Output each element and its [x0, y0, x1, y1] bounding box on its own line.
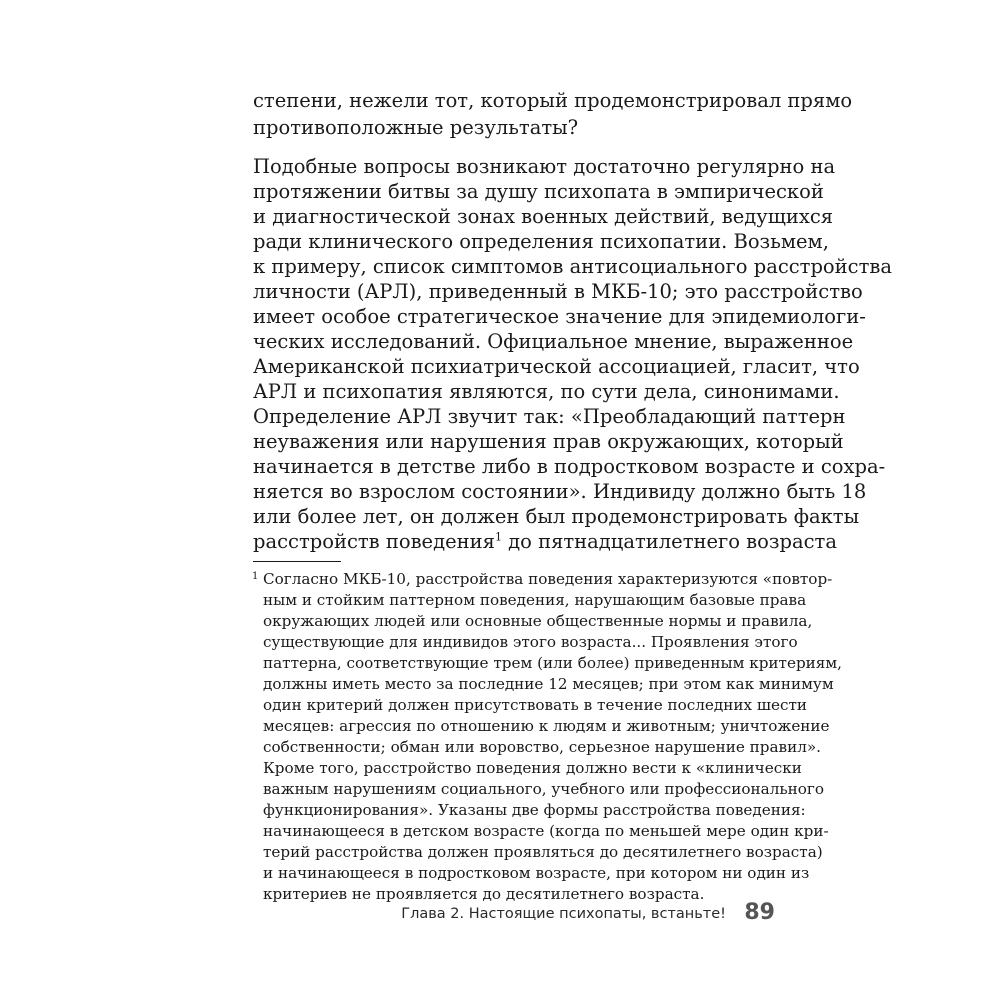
footnote-rule: [253, 561, 341, 562]
footnote-line: собственности; обман или воровство, серьезное нарушение правил».: [263, 738, 821, 756]
footnote-line: должны иметь место за последние 12 месяцев; при этом как минимум: [263, 675, 834, 693]
page-footer: [398, 900, 778, 930]
footnote-line: терий расстройства должен проявляться до десятилетнего возраста): [263, 843, 823, 861]
body-line: и диагностической зонах военных действий, ведущихся: [253, 205, 834, 228]
body-line: к примеру, список симптомов антисоциального расстройства: [253, 255, 892, 278]
body-line-last-after: до пятнадцатилетнего возраста: [501, 530, 837, 553]
body-line: Подобные вопросы возникают достаточно регулярно на: [253, 155, 836, 178]
body-line: противоположные результаты?: [253, 116, 579, 139]
footnote-line: окружающих людей или основные общественные нормы и правила,: [263, 612, 813, 630]
body-line-last: [253, 530, 837, 553]
footnote-line: функционирования». Указаны две формы расстройства поведения:: [263, 801, 806, 819]
footnote-line: важным нарушениям социального, учебного или профессионального: [263, 780, 824, 798]
footnote-line: критериев не проявляется до десятилетнего возраста.: [263, 885, 705, 903]
footnote-line: ным и стойким паттерном поведения, нарушающим базовые права: [263, 591, 807, 609]
body-line: няется во взрослом состоянии». Индивиду должно быть 18: [253, 480, 867, 503]
footnote-line: существующие для индивидов этого возраста... Проявления этого: [263, 633, 798, 651]
body-line: Определение АРЛ звучит так: «Преобладающий паттерн: [253, 405, 846, 428]
body-line: степени, нежели тот, который продемонстрировал прямо: [253, 89, 853, 112]
body-line: АРЛ и психопатия являются, по сути дела, синонимами.: [253, 380, 840, 403]
body-line: ради клинического определения психопатии. Возьмем,: [253, 230, 829, 253]
running-head: Глава 2. Настоящие психопаты, встаньте!: [401, 906, 726, 922]
body-line: личности (АРЛ), приведенный в МКБ-10; это расстройство: [253, 280, 863, 303]
footnote-line: один критерий должен присутствовать в течение последних шести: [263, 696, 808, 714]
footnote-marker: 1: [252, 571, 259, 582]
footnote-line: Кроме того, расстройство поведения должно вести к «клинически: [263, 759, 802, 777]
footnote-reference[interactable]: 1: [494, 530, 502, 544]
body-line-last-before: расстройств поведения: [253, 530, 495, 553]
body-line: начинается в детстве либо в подростковом возрасте и сохра-: [253, 455, 886, 478]
footnote-line: месяцев: агрессия по отношению к людям и животным; уничтожение: [263, 717, 830, 735]
footnote-line: Согласно МКБ-10, расстройства поведения характеризуются «повтор-: [263, 570, 833, 588]
footnote-line: и начинающееся в подростковом возрасте, при котором ни один из: [263, 864, 810, 882]
page-number: 89: [744, 900, 775, 925]
body-line: Американской психиатрической ассоциацией, гласит, что: [253, 355, 860, 378]
footnote-line: паттерна, соответствующие трем (или более) приведенным критериям,: [263, 654, 843, 672]
body-line: имеет особое стратегическое значение для эпидемиологи-: [253, 305, 866, 328]
body-line: протяжении битвы за душу психопата в эмпирической: [253, 180, 824, 203]
body-line: неуважения или нарушения прав окружающих, который: [253, 430, 844, 453]
body-line: ческих исследований. Официальное мнение, выраженное: [253, 330, 854, 353]
body-line: или более лет, он должен был продемонстрировать факты: [253, 505, 860, 528]
footnote-line: начинающееся в детском возрасте (когда по меньшей мере один кри-: [263, 822, 829, 840]
